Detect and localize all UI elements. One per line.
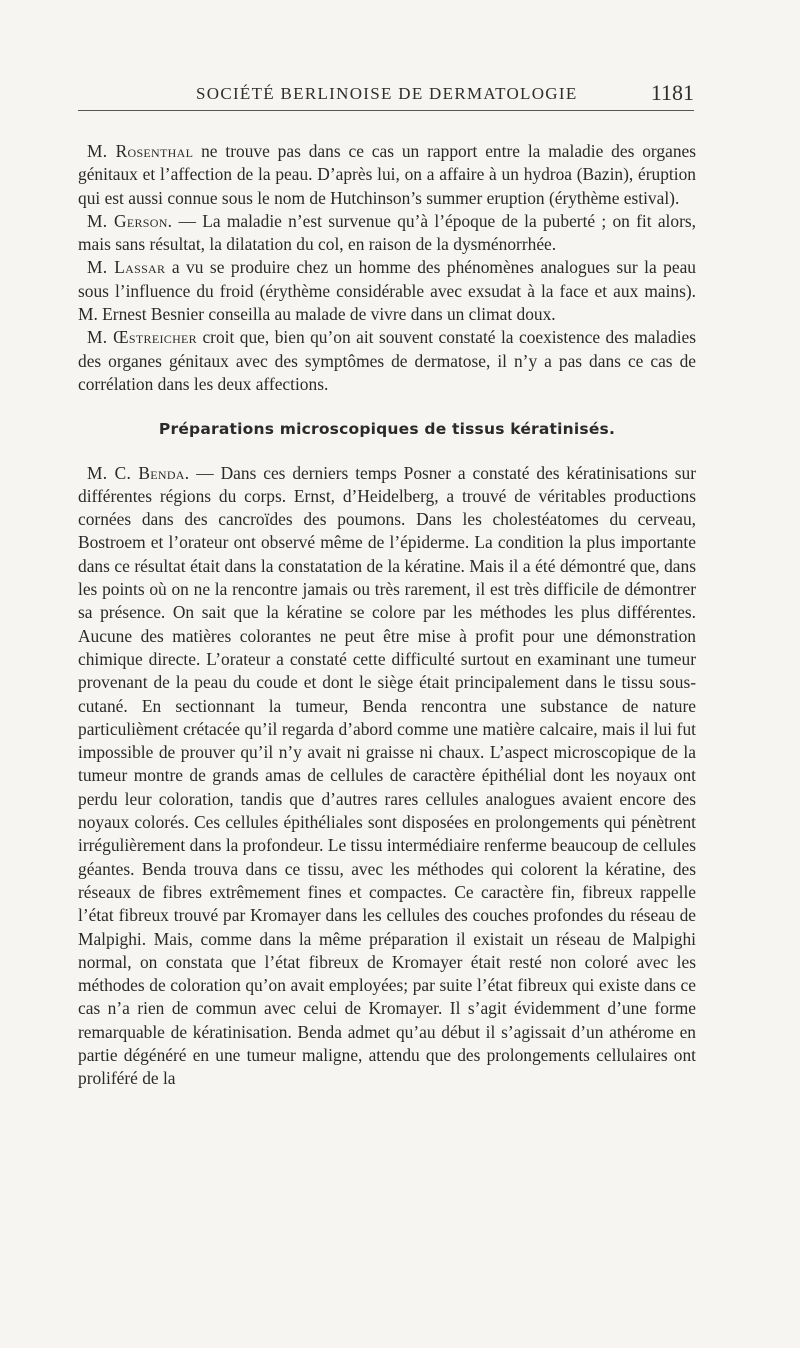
paragraph-benda bbox=[78, 462, 696, 1091]
paragraph-text: ne trouve pas dans ce cas un rapport entre la maladie des organes génitaux et l’affection de la peau. D’après lui, on a affaire à un hydroa (Bazin), éruption qui est aussi connue sous le nom de Hutchinson’s summer eruption (érythème estival). bbox=[78, 141, 696, 208]
page-header bbox=[78, 80, 694, 111]
paragraph-text: croit que, bien qu’on ait souvent constaté la coexistence des maladies des organes génitaux avec des symptômes de dermatose, il n’y a pas dans ce cas de corrélation dans les deux affections. bbox=[78, 327, 697, 394]
paragraph-oestreicher bbox=[78, 326, 696, 396]
speaker-name: M. C. Benda. bbox=[87, 462, 190, 483]
speaker-name: M. Rosenthal bbox=[87, 141, 194, 161]
paragraph-text: a vu se produire chez un homme des phénomènes analogues sur la peau sous l’influence du froid (érythème considérable avec exsudat à la face et aux mains). M. Ernest Besnier conseilla au malade de vivre dans un climat doux. bbox=[78, 257, 697, 325]
section-title: Préparations microscopiques de tissus kératinisés. bbox=[158, 420, 616, 439]
page-number: 1181 bbox=[650, 80, 694, 105]
paragraph-text: — Dans ces derniers temps Posner a constaté des kératinisations sur différentes régions du corps. Ernst, d’Heidelberg, a trouvé de véritables productions cornées dans des cancroïdes des poumons. Dans les cholestéatomes du cerveau, Bostroem et l’orateur ont observé même de l’épiderme. La condition la plus importante dans ce résultat était dans la constatation de la kératine. Mais il a été démontré que, dans les points où on ne la rencontre jamais ou très rarement, il est très difficile de démontrer sa présence. On sait que la kératine se colore par les méthodes les plus différentes. Aucune des matières colorantes ne peut être mise à profit pour une démonstration chimique directe. L’orateur a constaté cette difficulté surtout en examinant une tumeur provenant de la peau du coude et dont le siège était principalement dans le tissu sous-cutané. En sectionnant la tumeur, Benda rencontra une substance de nature particulièment crétacée qu’il regarda d’abord comme une matière calcaire, mais il lui fut impossible de prouver qu’il n’y avait ni graisse ni chaux. L’aspect microscopique de la tumeur montre de grands amas de cellules de caractère épithélial dont les noyaux ont perdu leur coloration, tandis que d’autres rares cellules analogues avaient encore des noyaux colorés. Ces cellules épithéliales sont disposées en prolongements qui pénètrent irrégulièrement dans la profondeur. Le tissu intermédiaire renferme beaucoup de cellules géantes. Benda trouva dans ce tissu, avec les méthodes qui colorent la kératine, des réseaux de fibres extrêmement fines et compactes. Ce caractère fin, fibreux rappelle l’état fibreux trouvé par Kromayer dans les cellules des couches profondes du réseau de Malpighi. Mais, comme dans la même préparation il existait un réseau de Malpighi normal, on constata que l’état fibreux de Kromayer était resté non coloré avec les méthodes de coloration qu’on avait employées; par suite l’état fibreux qui existe dans ce cas n’a rien de commun avec celui de Kromayer. Il s’agit évidemment d’une forme remarquable de kératinisation. Benda admet qu’au début il s’agissait d’un athérome en partie dégénéré en une tumeur maligne, attendu que des prolongements cellulaires ont proliféré de la bbox=[78, 462, 696, 1089]
paragraph-text: — La maladie n’est survenue qu’à l’époque de la puberté ; on fit alors, mais sans résultat, la dilatation du col, en raison de la dysménorrhée. bbox=[78, 210, 696, 255]
paragraph-lassar bbox=[78, 256, 696, 326]
running-title: SOCIÉTÉ BERLINOISE DE DERMATOLOGIE bbox=[196, 84, 578, 103]
paragraph-rosenthal bbox=[78, 140, 696, 210]
body-text bbox=[78, 140, 696, 1091]
speaker-name: M. Lassar bbox=[87, 257, 166, 278]
paragraph-gerson bbox=[78, 210, 696, 257]
speaker-name: M. Œstreicher bbox=[87, 327, 197, 348]
speaker-name: M. Gerson. bbox=[87, 210, 173, 231]
